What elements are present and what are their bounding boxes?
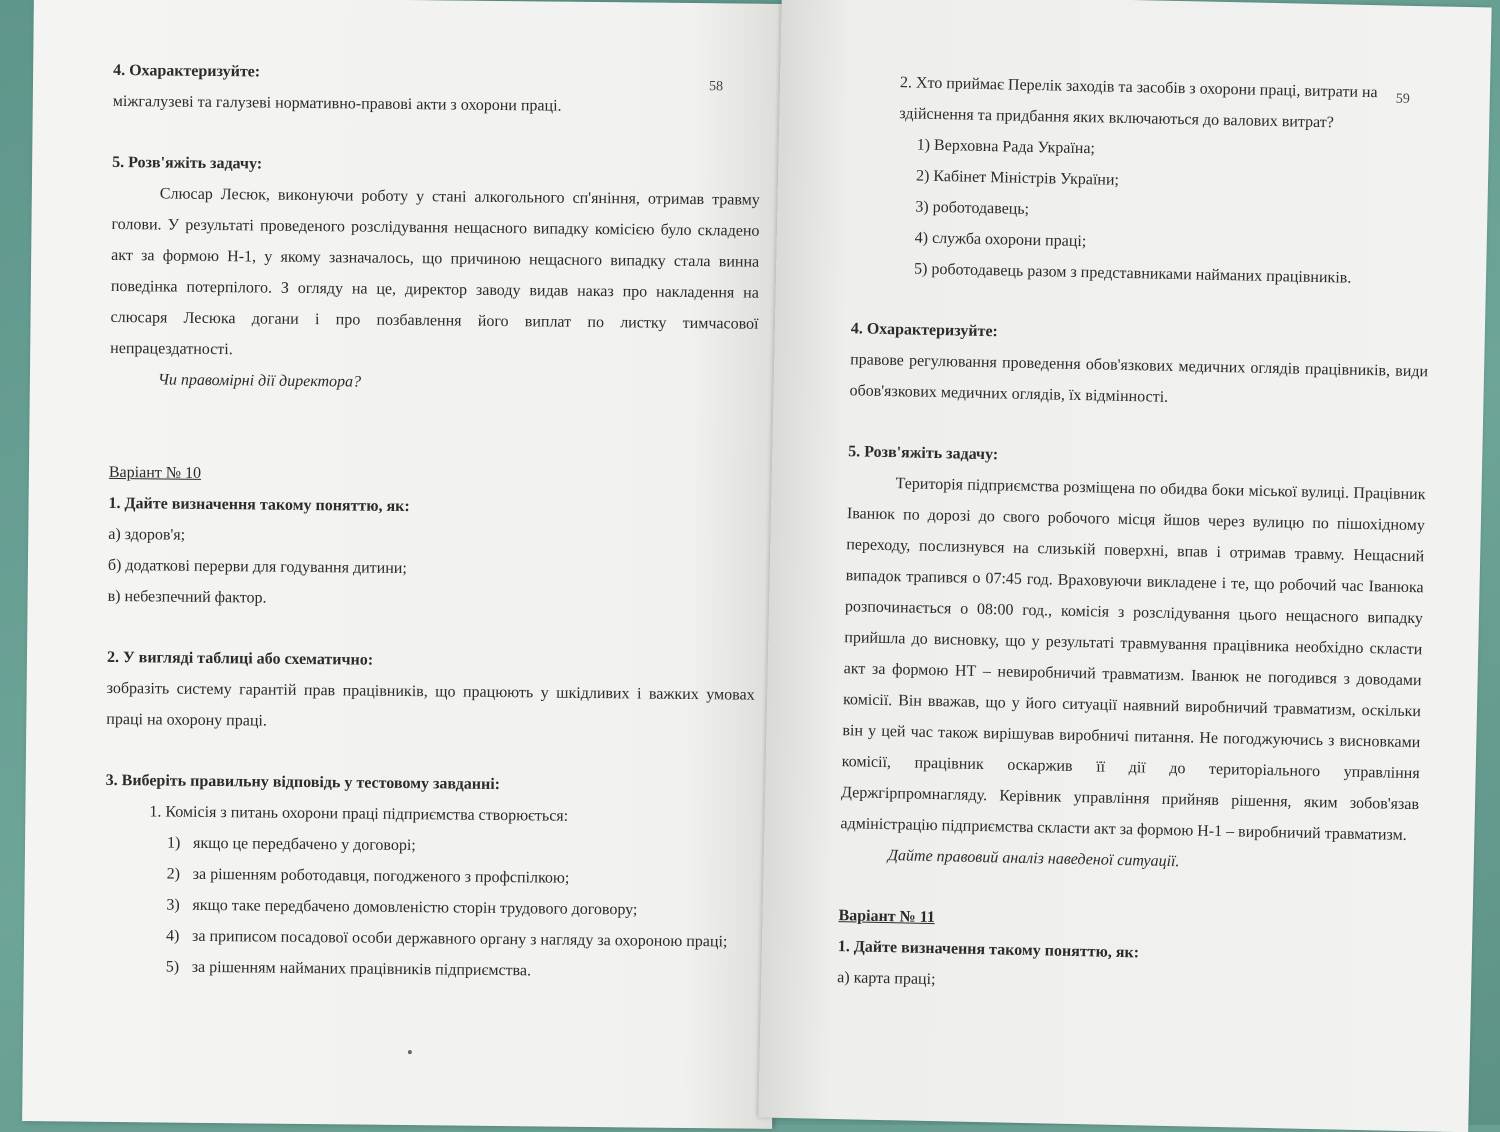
answer-number: 1) [166, 834, 181, 852]
section-4-text: міжгалузеві та галузеві нормативно-правові акти з охорони праці. [112, 92, 562, 115]
section-5-question: Чи правомірні дії директора? [157, 371, 362, 391]
definition-item: а) здоров'я; [108, 525, 186, 544]
section-5-text: Слюсар Лесюк, виконуючи роботу у стані алкогольного сп'яніння, отримав травму голови. У результаті проведеного розслідування нещасного випадку комісією було складено акт за формою Н-1, у якому зазначалось, що причиною нещасного випадку стала винна поведінка потерпілого. З огляду на це, директор заводу видав наказ про накладення на слюсаря Лесюка догани і про позбавлення його виплат по листку тимчасової непрацездатності. [110, 185, 760, 359]
test-answer: 3) роботодавець; [915, 198, 1030, 218]
variant-heading: Варіант № 11 [838, 907, 935, 927]
question-3-title: 3. Виберіть правильну відповідь у тестовому завданні: [105, 771, 501, 794]
test-answer: 4) служба охорони праці; [914, 229, 1087, 251]
section-5-title: 5. Розв'яжіть задачу: [112, 153, 263, 173]
test-answer: 5) роботодавець разом з представниками найманих працівників. [913, 260, 1352, 287]
test-answer [166, 952, 752, 989]
question-2-text: зобразіть систему гарантій прав працівників, що працюють у шкідливих і важких умовах праці на охорону праці. [106, 679, 755, 730]
definition-item: в) небезпечний фактор. [107, 587, 267, 607]
section-4-title: 4. Охарактеризуйте: [113, 61, 261, 81]
test-question: 1. Комісія з питань охорони праці підприємства створюється: [149, 803, 569, 825]
answer-text: за приписом посадової особи державного органу з нагляду за охороною праці; [191, 927, 728, 951]
test-question: 2. Хто приймає Перелік заходів та засобів з охорони праці, витрати на здійснення та придбання яких включаються до валових витрат? [899, 74, 1378, 132]
answer-number: 5) [165, 958, 180, 976]
page-number: 58 [708, 79, 724, 95]
test-answer: 2) Кабінет Міністрів України; [915, 167, 1120, 189]
definition-item: б) додаткові перерви для годування дитини; [107, 556, 407, 578]
section-5-question: Дайте правовий аналіз наведеної ситуації. [887, 847, 1180, 871]
answer-text: якщо це передбачено у договорі; [192, 834, 416, 855]
answer-text: якщо таке передбачено домовленістю сторін трудового договору; [192, 896, 638, 919]
ink-dot [408, 1050, 412, 1054]
test-answer: 1) Верховна Рада Україна; [916, 136, 1096, 158]
answer-number: 3) [166, 896, 180, 914]
answer-number: 2) [166, 865, 181, 883]
question-1-title: 1. Дайте визначення такому поняттю, як: [837, 938, 1140, 962]
section-5-title: 5. Розв'яжіть задачу: [848, 443, 999, 464]
question-2-title: 2. У вигляді таблиці або схематично: [106, 648, 374, 669]
definition-item: а) карта праці; [837, 969, 936, 989]
page-number: 59 [1395, 91, 1410, 107]
answer-text: за рішенням найманих працівників підприємства. [191, 958, 532, 980]
answer-text: за рішенням роботодавця, погодженого з профспілкою; [192, 865, 570, 887]
section-4-text: правове регулювання проведення обов'язкових медичних оглядів працівників, види обов'язкових медичних оглядів, їх відмінності. [849, 351, 1429, 406]
answer-number: 4) [165, 927, 180, 945]
variant-heading: Варіант № 10 [108, 463, 202, 482]
question-1-title: 1. Дайте визначення такому поняттю, як: [108, 494, 410, 516]
right-page [758, 0, 1491, 1132]
section-5-text: Територія підприємства розміщена по обидва боки міської вулиці. Працівник Іванюк по дорозі до свого робочого місця йшов через вулицю по пішохідному переходу, послизнувся на слизькій поверхні, впав і отримав травму. Нещасний випадок трапився о 07:45 год. Враховуючи викладене і те, що робочий час Іванюка розпочинається о 08:00 год., комісія з розслідування цього нещасного випадку прийшла до висновку, що у результаті травмування працівника необхідно скласти акт за формою НТ – невиробничий травматизм. Іванюк не погодився з доводами комісії. Він вважав, що у його ситуації наявний виробничий травматизм, оскільки він у цей час також вирішував виробничі питання. Не погоджуючись з висновками комісії, працівник оскаржив її дії до територіального управління Держгірпромнагляду. Керівник управління прийняв рішення, яким зобов'язав адміністрацію підприємства скласти акт за формою Н-1 – виробничий травматизм. [840, 475, 1426, 844]
section-4-title: 4. Охарактеризуйте: [850, 320, 999, 341]
left-page [22, 0, 784, 1129]
